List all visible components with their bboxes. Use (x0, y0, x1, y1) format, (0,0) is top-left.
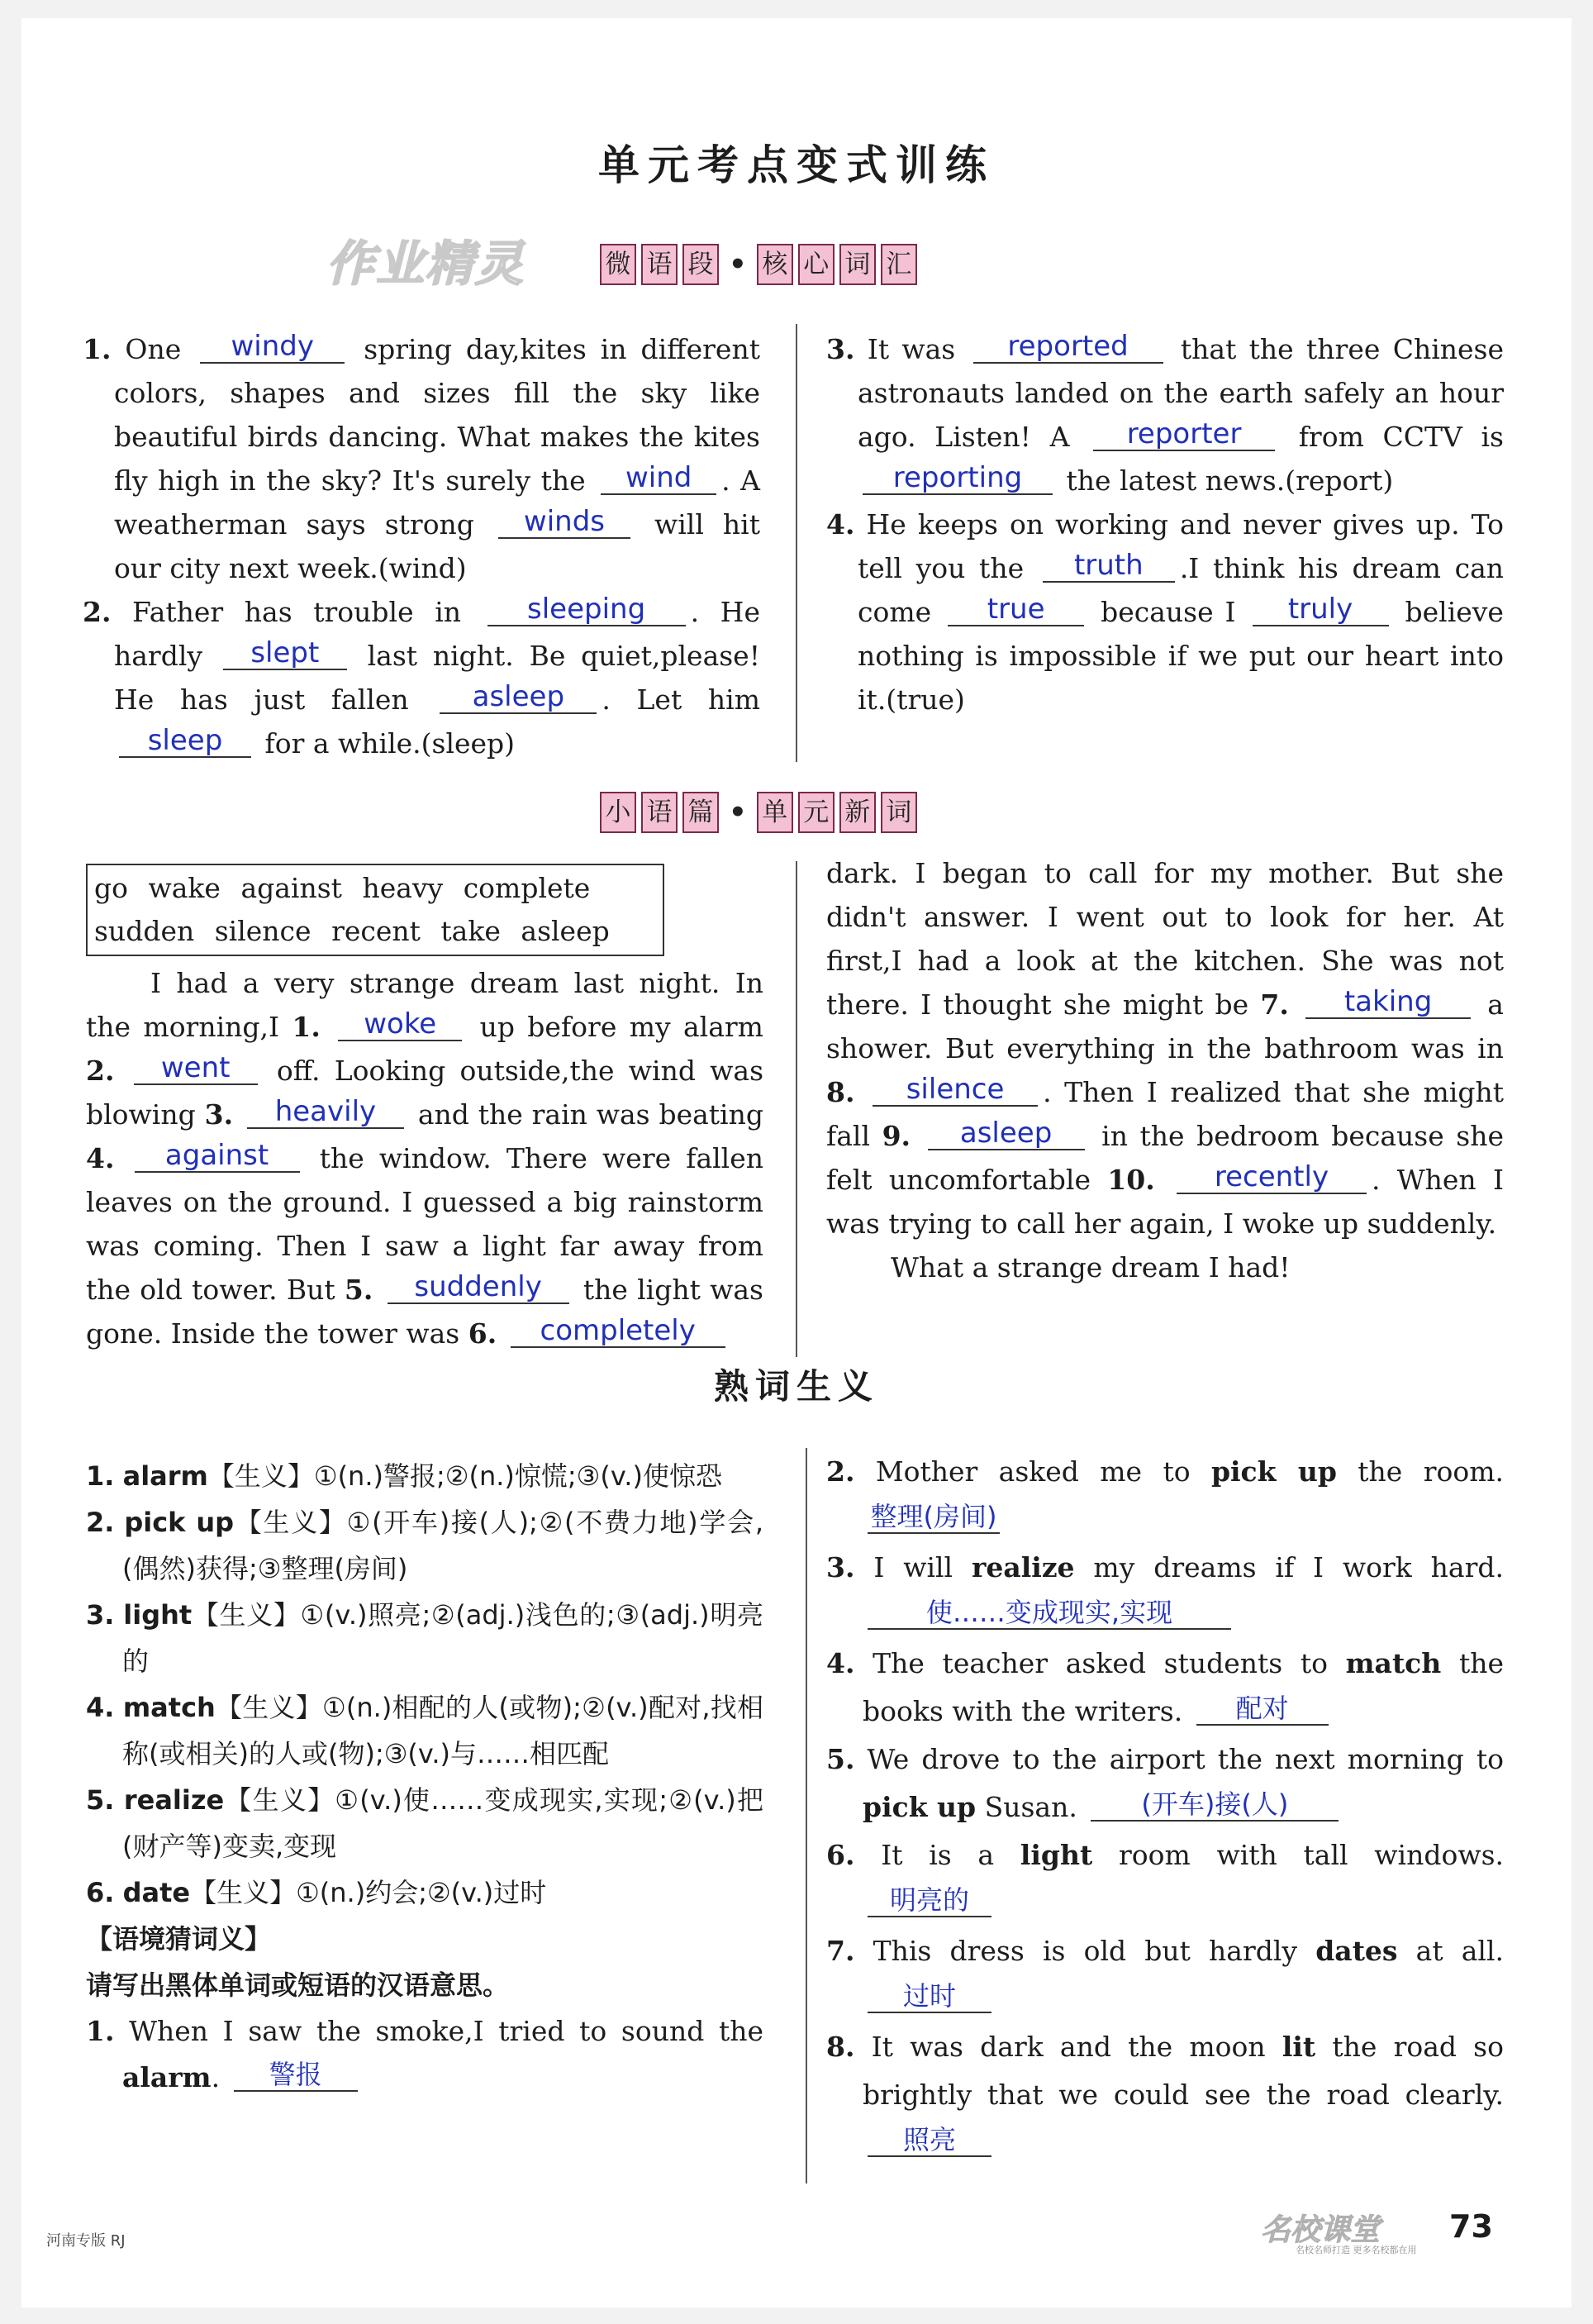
meanings-right-column (826, 1448, 1504, 2167)
answer-blank: recently (1177, 1161, 1367, 1194)
badge-char: 微 (600, 244, 636, 285)
guess-item: 4. The teacher asked students to match the books with the writers. 配对 (826, 1647, 1504, 1727)
badge-char: 汇 (881, 244, 917, 285)
answer-blank: 配对 (1196, 1693, 1329, 1726)
badge-char: 心 (798, 244, 835, 285)
badge-char: 词 (881, 792, 917, 833)
answer-blank: taking (1305, 986, 1471, 1019)
page-title: 单元考点变式训练 (598, 141, 995, 189)
badge-dot: • (729, 796, 747, 829)
new-words-badge (600, 792, 917, 833)
guess-item: 2. Mother asked me to pick up the room. 整理(房间) (826, 1455, 1504, 1532)
vocab-question-3: 3. It was reported that the three Chinese astronauts landed on the earth safely an hour ago. Listen! A reporter from CCTV is reporting the latest news.(report) (826, 330, 1504, 497)
answer-blank: winds (498, 506, 630, 539)
answer-blank: woke (338, 1008, 462, 1041)
page-number: 73 (1449, 2208, 1493, 2245)
badge-char: 篇 (682, 792, 719, 833)
edition-label: 河南专版 RJ (46, 2232, 126, 2250)
passage-paragraph-continued: dark. I began to call for my mother. But she didn't answer. I went out to look for her. At first,I had a look at the kitchen. She was not there. I thought she might be 7. taking a shower. But everything in the bathroom was in 8. silence . Then I realized that she might fall 9. asleep in the bedroom because she felt uncomfortable 10. recently . When I was trying to call her again, I woke up suddenly. (826, 857, 1505, 1240)
guess-item: 6. It is a light room with tall windows. 明亮的 (826, 1839, 1504, 1916)
guess-item: 3. I will realize my dreams if I work hard. 使……变成现实,实现 (826, 1551, 1504, 1628)
guess-item: 1. When I saw the smoke,I tried to sound the alarm. 警报 (86, 2015, 763, 2093)
badge-char: 小 (600, 792, 636, 833)
publisher-slogan: 名校名师打造 更多名校都在用 (1296, 2245, 1417, 2255)
answer-blank: truly (1253, 593, 1389, 626)
meaning-item: 1. alarm【生义】①(n.)警报;②(n.)惊慌;③(v.)使惊恐 (86, 1460, 722, 1492)
answer-blank: 照亮 (868, 2124, 991, 2157)
badge-dot: • (729, 248, 747, 281)
meaning-item: 3. light【生义】①(v.)照亮;②(adj.)浅色的;③(adj.)明亮的 (86, 1599, 763, 1677)
badge-char: 词 (839, 244, 876, 285)
answer-blank: windy (200, 331, 345, 364)
meaning-item: 4. match【生义】①(n.)相配的人(或物);②(v.)配对,找相称(或相关)的人或(物);③(v.)与……相匹配 (86, 1692, 763, 1769)
answer-blank: sleep (119, 725, 251, 758)
answer-blank: wind (601, 462, 716, 495)
answer-blank: (开车)接(人) (1091, 1788, 1339, 1822)
meaning-item: 5. realize【生义】①(v.)使……变成现实,实现;②(v.)把(财产等)变卖,变现 (86, 1784, 763, 1862)
meaning-item: 6. date【生义】①(n.)约会;②(v.)过时 (86, 1877, 547, 1908)
vocab-question-2: 2. Father has trouble in sleeping . He hardly slept last night. Be quiet,please! He has just fallen asleep . Let him sleep for a while.(sleep) (83, 593, 760, 760)
answer-blank: 过时 (868, 1980, 991, 2013)
guess-item: 8. It was dark and the moon lit the road so brightly that we could see the road clearly. 照亮 (826, 2031, 1504, 2155)
answer-blank: silence (873, 1074, 1038, 1107)
passage-left-column (86, 864, 763, 1355)
guess-item: 5. We drove to the airport the next morning to pick up Susan. (开车)接(人) (826, 1743, 1504, 1823)
passage-closing-line: What a strange dream I had! (891, 1251, 1291, 1283)
badge-char: 语 (641, 244, 678, 285)
passage-paragraph: I had a very strange dream last night. In the morning,I 1. woke up before my alarm 2. went off. Looking outside,the wind was blowing 3. heavily and the rain was beating 4. against the window. There were fallen leaves on the ground. I guessed a big rainstorm was coming. Then I saw a light far away from the old tower. But 5. suddenly the light was gone. Inside the tower was 6. completely (86, 967, 764, 1350)
vocab-right-column (826, 327, 1504, 721)
answer-blank: completely (511, 1315, 725, 1348)
answer-blank: reported (973, 331, 1163, 364)
answer-blank: slept (223, 637, 347, 670)
badge-char: 新 (839, 792, 876, 833)
badge-char: 语 (641, 792, 678, 833)
answer-blank: truth (1043, 550, 1175, 583)
guess-heading: 【语境猜词义】 (86, 1923, 272, 1955)
answer-blank: heavily (247, 1096, 404, 1129)
answer-blank: true (948, 593, 1084, 626)
answer-blank: asleep (440, 681, 597, 714)
badge-char: 核 (757, 244, 793, 285)
meanings-left-column (86, 1453, 763, 2101)
vocab-left-column (83, 327, 760, 765)
publisher-logo: 名校课堂 (1261, 2213, 1381, 2247)
answer-blank: 整理(房间) (868, 1501, 1000, 1534)
meaning-item: 2. pick up【生义】①(开车)接(人);②(不费力地)学会,(偶然)获得;③整理(房间) (86, 1507, 763, 1584)
column-divider (796, 861, 797, 1357)
answer-blank: 明亮的 (868, 1884, 991, 1917)
answer-blank: reporting (863, 462, 1053, 495)
answer-blank: 警报 (234, 2059, 358, 2092)
answer-blank: sleeping (487, 593, 686, 626)
answer-blank: suddenly (388, 1271, 569, 1304)
column-divider (806, 1448, 807, 2184)
badge-char: 元 (798, 792, 835, 833)
guess-instruction: 请写出黑体单词或短语的汉语意思。 (86, 1969, 510, 2001)
answer-blank: reporter (1093, 418, 1275, 451)
answer-blank: against (135, 1140, 300, 1173)
badge-char: 单 (757, 792, 793, 833)
vocab-question-4: 4. He keeps on working and never gives up. To tell you the truth .I think his dream can come true because I truly believe nothing is impossible if we put our heart into it.(true) (826, 508, 1504, 716)
watermark: 作业精灵 (326, 236, 525, 292)
column-divider (796, 324, 797, 762)
vocab-question-1: 1. One windy spring day,kites in different colors, shapes and sizes fill the sky like beautiful birds dancing. What makes the kites fly high in the sky? It's surely the wind . A weatherman says strong winds will hit our city next week.(wind) (83, 330, 760, 584)
passage-right-column (826, 851, 1504, 1289)
answer-blank: asleep (928, 1117, 1085, 1150)
badge-char: 段 (682, 244, 719, 285)
word-box: go wake against heavy complete sudden silence recent take asleep (86, 864, 664, 956)
section-title-familiar-words: 熟词生义 (713, 1366, 879, 1407)
answer-blank: 使……变成现实,实现 (868, 1597, 1231, 1630)
guess-item: 7. This dress is old but hardly dates at all. 过时 (826, 1935, 1505, 2012)
answer-blank: went (134, 1052, 258, 1085)
core-vocab-badge (600, 244, 917, 285)
